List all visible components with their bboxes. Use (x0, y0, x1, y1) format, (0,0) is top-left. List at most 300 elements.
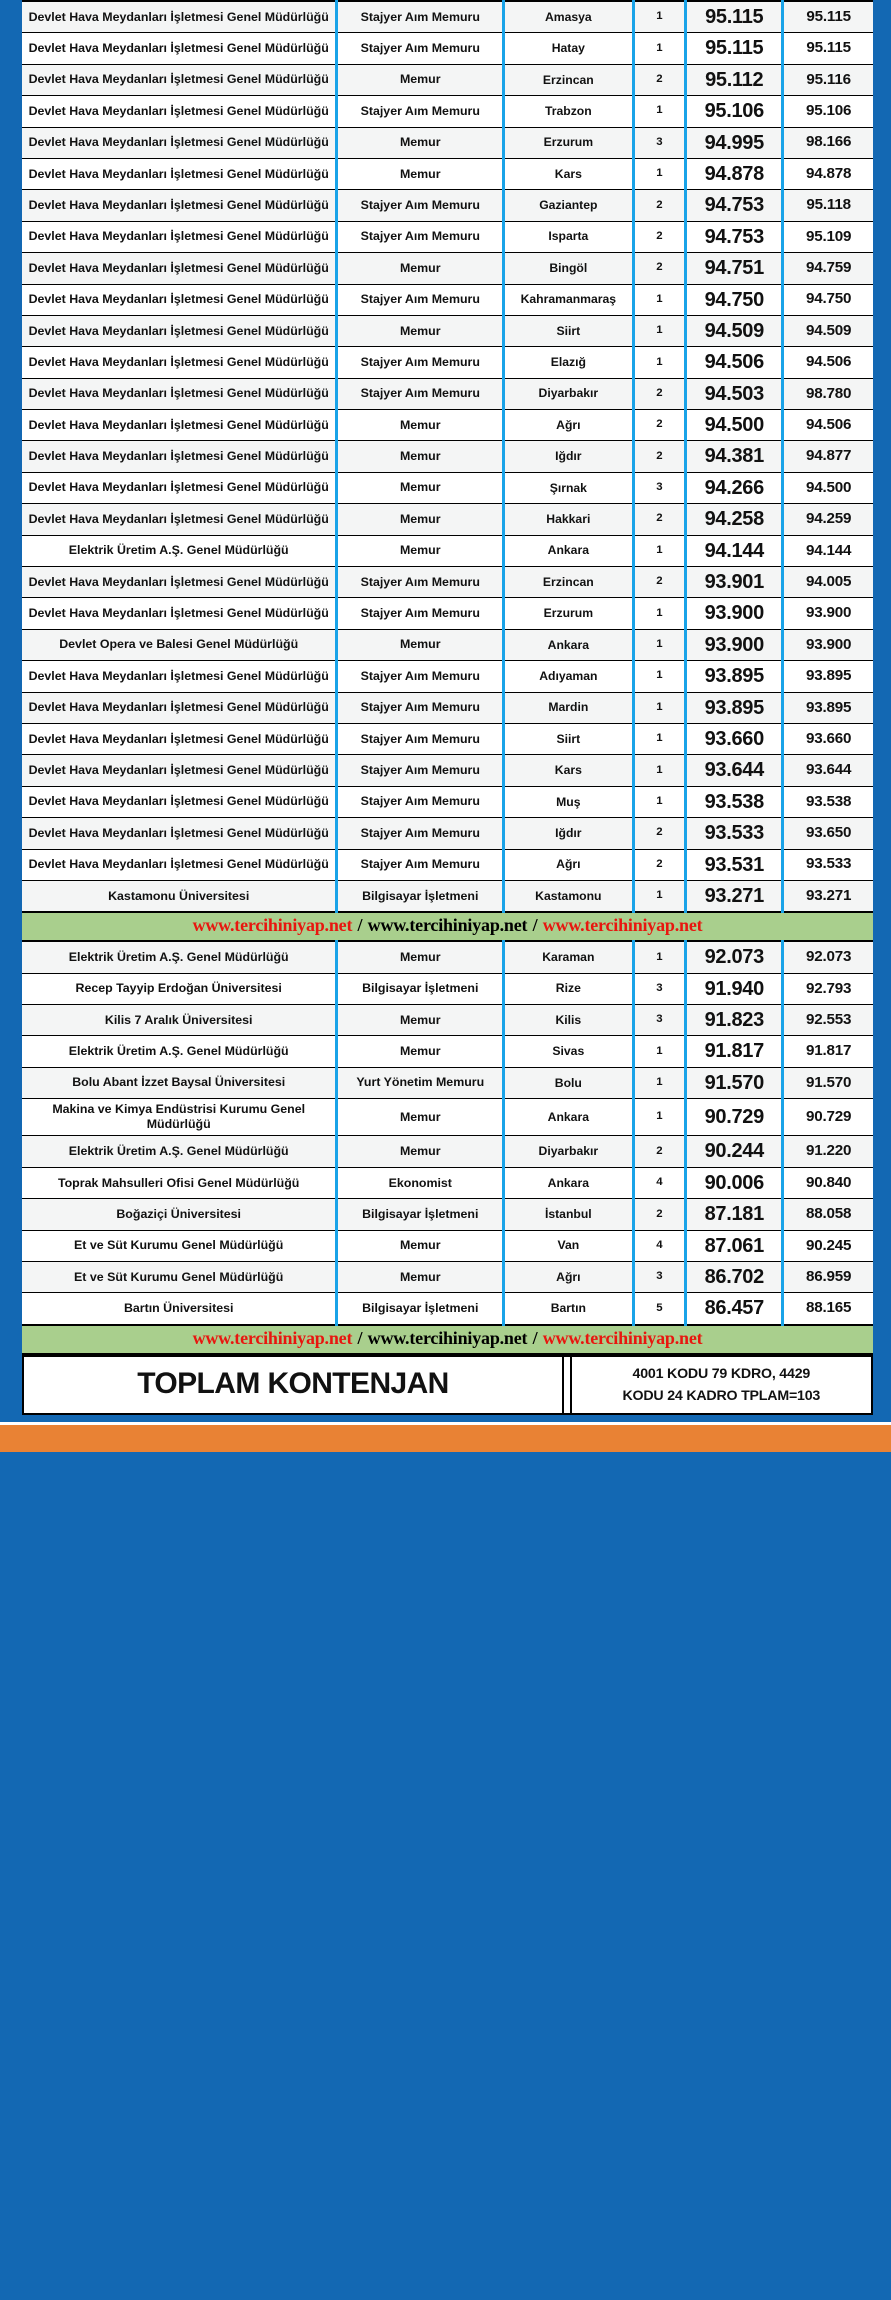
cell-kurum: Devlet Hava Meydanları İşletmesi Genel Müdürlüğü (22, 723, 337, 754)
cell-adet: 1 (633, 1099, 686, 1136)
cell-adet: 3 (633, 472, 686, 503)
cell-taban-puan: 86.457 (686, 1293, 783, 1325)
cell-unvan: Stajyer Aım Memuru (337, 1, 504, 33)
cell-kurum: Devlet Hava Meydanları İşletmesi Genel Müdürlüğü (22, 598, 337, 629)
cell-son-puan: 92.073 (783, 941, 873, 973)
bottom-spacer (22, 1415, 873, 1422)
cell-adet: 1 (633, 315, 686, 346)
table-row (22, 535, 873, 566)
cell-son-puan: 91.817 (783, 1036, 873, 1067)
cell-unvan: Stajyer Aım Memuru (337, 849, 504, 880)
promo-link-2[interactable]: www.tercihiniyap.net (367, 915, 528, 936)
cell-son-puan: 94.506 (783, 347, 873, 378)
cell-taban-puan: 94.509 (686, 315, 783, 346)
table-row (22, 973, 873, 1004)
cell-adet: 2 (633, 504, 686, 535)
cell-adet: 3 (633, 973, 686, 1004)
cell-son-puan: 93.271 (783, 880, 873, 912)
promo-link-2[interactable]: www.tercihiniyap.net (367, 1327, 528, 1348)
cell-son-puan: 95.109 (783, 221, 873, 252)
cell-il: Diyarbakır (504, 1136, 633, 1167)
cell-adet: 1 (633, 284, 686, 315)
cell-taban-puan: 94.503 (686, 378, 783, 409)
cell-unvan: Ekonomist (337, 1167, 504, 1198)
cell-kurum: Devlet Hava Meydanları İşletmesi Genel Müdürlüğü (22, 96, 337, 127)
table-row (22, 221, 873, 252)
cell-unvan: Memur (337, 535, 504, 566)
cell-unvan: Stajyer Aım Memuru (337, 598, 504, 629)
cell-son-puan: 93.895 (783, 661, 873, 692)
cell-taban-puan: 95.112 (686, 64, 783, 95)
table-row (22, 504, 873, 535)
cell-kurum: Toprak Mahsulleri Ofisi Genel Müdürlüğü (22, 1167, 337, 1198)
cell-il: Kahramanmaraş (504, 284, 633, 315)
table-row (22, 567, 873, 598)
cell-il: Adıyaman (504, 661, 633, 692)
cell-son-puan: 98.166 (783, 127, 873, 158)
table-row (22, 661, 873, 692)
table-row (22, 1099, 873, 1136)
cell-taban-puan: 91.570 (686, 1067, 783, 1098)
cell-il: Iğdır (504, 818, 633, 849)
cell-il: Sivas (504, 1036, 633, 1067)
total-label: TOPLAM KONTENJAN (23, 1356, 563, 1414)
cell-taban-puan: 91.940 (686, 973, 783, 1004)
cell-unvan: Memur (337, 1036, 504, 1067)
promo-link-3[interactable]: www.tercihiniyap.net (542, 915, 703, 936)
cell-son-puan: 95.115 (783, 33, 873, 64)
cell-adet: 2 (633, 190, 686, 221)
cell-kurum: Devlet Hava Meydanları İşletmesi Genel Müdürlüğü (22, 441, 337, 472)
cell-taban-puan: 95.106 (686, 96, 783, 127)
cell-il: İstanbul (504, 1199, 633, 1230)
cell-adet: 1 (633, 1067, 686, 1098)
cell-adet: 1 (633, 158, 686, 189)
cell-il: Mardin (504, 692, 633, 723)
cell-kurum: Devlet Hava Meydanları İşletmesi Genel Müdürlüğü (22, 64, 337, 95)
cell-kurum: Devlet Hava Meydanları İşletmesi Genel Müdürlüğü (22, 127, 337, 158)
total-summary-table (22, 1355, 873, 1415)
cell-kurum: Devlet Hava Meydanları İşletmesi Genel Müdürlüğü (22, 378, 337, 409)
cell-taban-puan: 94.753 (686, 221, 783, 252)
cell-son-puan: 95.106 (783, 96, 873, 127)
cell-adet: 5 (633, 1293, 686, 1325)
cell-taban-puan: 94.995 (686, 127, 783, 158)
footer-orange-bar (0, 1422, 891, 1452)
cell-taban-puan: 93.900 (686, 598, 783, 629)
cell-unvan: Stajyer Aım Memuru (337, 190, 504, 221)
cell-adet: 1 (633, 786, 686, 817)
cell-adet: 2 (633, 253, 686, 284)
cell-son-puan: 95.118 (783, 190, 873, 221)
cell-son-puan: 93.895 (783, 692, 873, 723)
cell-son-puan: 90.840 (783, 1167, 873, 1198)
cell-taban-puan: 93.644 (686, 755, 783, 786)
cell-taban-puan: 93.901 (686, 567, 783, 598)
cell-unvan: Stajyer Aım Memuru (337, 661, 504, 692)
table-row (22, 33, 873, 64)
cell-son-puan: 93.644 (783, 755, 873, 786)
promo-link-1[interactable]: www.tercihiniyap.net (192, 1327, 353, 1348)
cell-il: Erzincan (504, 567, 633, 598)
cell-unvan: Stajyer Aım Memuru (337, 284, 504, 315)
promo-banner-row (22, 1325, 873, 1354)
cell-unvan: Stajyer Aım Memuru (337, 818, 504, 849)
promo-link-1[interactable]: www.tercihiniyap.net (192, 915, 353, 936)
table-row (22, 158, 873, 189)
cell-adet: 1 (633, 755, 686, 786)
promo-banner-text[interactable] (22, 1325, 873, 1354)
cell-taban-puan: 86.702 (686, 1262, 783, 1293)
cell-kurum: Devlet Hava Meydanları İşletmesi Genel Müdürlüğü (22, 849, 337, 880)
cell-kurum: Makina ve Kimya Endüstrisi Kurumu Genel Müdürlüğü (22, 1099, 337, 1136)
cell-taban-puan: 93.538 (686, 786, 783, 817)
cell-unvan: Memur (337, 441, 504, 472)
cell-son-puan: 93.900 (783, 598, 873, 629)
cell-adet: 3 (633, 1262, 686, 1293)
table-row (22, 1167, 873, 1198)
table-row (22, 410, 873, 441)
cell-unvan: Memur (337, 1099, 504, 1136)
cell-taban-puan: 93.895 (686, 661, 783, 692)
table-row (22, 127, 873, 158)
cell-kurum: Devlet Hava Meydanları İşletmesi Genel Müdürlüğü (22, 786, 337, 817)
cell-taban-puan: 93.900 (686, 629, 783, 660)
cell-son-puan: 92.553 (783, 1005, 873, 1036)
cell-kurum: Boğaziçi Üniversitesi (22, 1199, 337, 1230)
table-row (22, 755, 873, 786)
table-row (22, 315, 873, 346)
cell-adet: 1 (633, 33, 686, 64)
table-row (22, 64, 873, 95)
cell-il: Ağrı (504, 849, 633, 880)
cell-son-puan: 93.533 (783, 849, 873, 880)
cell-taban-puan: 94.506 (686, 347, 783, 378)
cell-unvan: Bilgisayar İşletmeni (337, 973, 504, 1004)
cell-son-puan: 93.538 (783, 786, 873, 817)
total-divider (563, 1356, 571, 1414)
cell-adet: 2 (633, 1136, 686, 1167)
table-row (22, 1199, 873, 1230)
table-row (22, 849, 873, 880)
total-note-line1: 4001 KODU 79 KDRO, 4429 (632, 1365, 811, 1382)
cell-adet: 1 (633, 1, 686, 33)
cell-kurum: Et ve Süt Kurumu Genel Müdürlüğü (22, 1230, 337, 1261)
cell-il: Isparta (504, 221, 633, 252)
cell-kurum: Devlet Hava Meydanları İşletmesi Genel Müdürlüğü (22, 692, 337, 723)
table-row (22, 1036, 873, 1067)
cell-son-puan: 94.506 (783, 410, 873, 441)
cell-kurum: Devlet Opera ve Balesi Genel Müdürlüğü (22, 629, 337, 660)
cell-kurum: Elektrik Üretim A.Ş. Genel Müdürlüğü (22, 941, 337, 973)
promo-link-3[interactable]: www.tercihiniyap.net (542, 1327, 703, 1348)
cell-adet: 3 (633, 1005, 686, 1036)
cell-kurum: Et ve Süt Kurumu Genel Müdürlüğü (22, 1262, 337, 1293)
table-row (22, 1005, 873, 1036)
table-row (22, 1293, 873, 1325)
cell-il: Gaziantep (504, 190, 633, 221)
cell-kurum: Devlet Hava Meydanları İşletmesi Genel Müdürlüğü (22, 221, 337, 252)
cell-kurum: Devlet Hava Meydanları İşletmesi Genel Müdürlüğü (22, 190, 337, 221)
cell-kurum: Kastamonu Üniversitesi (22, 880, 337, 912)
cell-kurum: Elektrik Üretim A.Ş. Genel Müdürlüğü (22, 1136, 337, 1167)
cell-taban-puan: 94.751 (686, 253, 783, 284)
cell-taban-puan: 92.073 (686, 941, 783, 973)
cell-kurum: Devlet Hava Meydanları İşletmesi Genel Müdürlüğü (22, 567, 337, 598)
cell-taban-puan: 90.729 (686, 1099, 783, 1136)
cell-taban-puan: 87.181 (686, 1199, 783, 1230)
cell-kurum: Devlet Hava Meydanları İşletmesi Genel Müdürlüğü (22, 33, 337, 64)
cell-taban-puan: 94.144 (686, 535, 783, 566)
cell-il: Trabzon (504, 96, 633, 127)
cell-adet: 1 (633, 941, 686, 973)
cell-unvan: Stajyer Aım Memuru (337, 347, 504, 378)
promo-separator: / (528, 915, 542, 936)
cell-taban-puan: 94.381 (686, 441, 783, 472)
cell-taban-puan: 95.115 (686, 1, 783, 33)
cell-unvan: Memur (337, 127, 504, 158)
cell-il: Erzincan (504, 64, 633, 95)
cell-adet: 2 (633, 818, 686, 849)
cell-adet: 1 (633, 96, 686, 127)
cell-adet: 1 (633, 661, 686, 692)
cell-adet: 1 (633, 1036, 686, 1067)
table-row (22, 629, 873, 660)
cell-il: Iğdır (504, 441, 633, 472)
table-row (22, 1262, 873, 1293)
cell-il: Bingöl (504, 253, 633, 284)
cell-unvan: Stajyer Aım Memuru (337, 723, 504, 754)
cell-il: Kars (504, 158, 633, 189)
cell-son-puan: 94.877 (783, 441, 873, 472)
cell-taban-puan: 94.753 (686, 190, 783, 221)
cell-il: Karaman (504, 941, 633, 973)
cell-adet: 2 (633, 64, 686, 95)
cell-adet: 3 (633, 127, 686, 158)
cell-unvan: Memur (337, 504, 504, 535)
cell-il: Diyarbakır (504, 378, 633, 409)
cell-adet: 2 (633, 410, 686, 441)
cell-taban-puan: 94.266 (686, 472, 783, 503)
table-row (22, 1136, 873, 1167)
cell-il: Kilis (504, 1005, 633, 1036)
cell-il: Rize (504, 973, 633, 1004)
cell-taban-puan: 94.258 (686, 504, 783, 535)
cell-il: Ankara (504, 1099, 633, 1136)
cell-il: Siirt (504, 315, 633, 346)
cell-il: Elazığ (504, 347, 633, 378)
cell-unvan: Stajyer Aım Memuru (337, 567, 504, 598)
cell-kurum: Devlet Hava Meydanları İşletmesi Genel Müdürlüğü (22, 253, 337, 284)
cell-taban-puan: 87.061 (686, 1230, 783, 1261)
cell-kurum: Elektrik Üretim A.Ş. Genel Müdürlüğü (22, 1036, 337, 1067)
cell-unvan: Memur (337, 315, 504, 346)
cell-adet: 1 (633, 880, 686, 912)
cell-kurum: Devlet Hava Meydanları İşletmesi Genel Müdürlüğü (22, 504, 337, 535)
cell-adet: 1 (633, 629, 686, 660)
cell-il: Ağrı (504, 1262, 633, 1293)
table-row (22, 1, 873, 33)
cell-unvan: Memur (337, 253, 504, 284)
cell-il: Erzurum (504, 598, 633, 629)
cell-son-puan: 86.959 (783, 1262, 873, 1293)
cell-adet: 4 (633, 1167, 686, 1198)
cell-unvan: Memur (337, 158, 504, 189)
table-row (22, 723, 873, 754)
table-row (22, 1067, 873, 1098)
cell-kurum: Devlet Hava Meydanları İşletmesi Genel Müdürlüğü (22, 661, 337, 692)
cell-taban-puan: 94.500 (686, 410, 783, 441)
cell-unvan: Memur (337, 1230, 504, 1261)
cell-taban-puan: 90.006 (686, 1167, 783, 1198)
cell-unvan: Memur (337, 1005, 504, 1036)
cell-son-puan: 94.005 (783, 567, 873, 598)
cell-son-puan: 93.660 (783, 723, 873, 754)
cell-kurum: Devlet Hava Meydanları İşletmesi Genel Müdürlüğü (22, 1, 337, 33)
cell-kurum: Devlet Hava Meydanları İşletmesi Genel Müdürlüğü (22, 410, 337, 441)
cell-taban-puan: 94.878 (686, 158, 783, 189)
table-row (22, 818, 873, 849)
cell-il: Ankara (504, 535, 633, 566)
cell-unvan: Memur (337, 629, 504, 660)
cell-il: Erzurum (504, 127, 633, 158)
cell-adet: 1 (633, 535, 686, 566)
cell-son-puan: 93.650 (783, 818, 873, 849)
table-row (22, 692, 873, 723)
kadro-table-body (22, 1, 873, 1354)
cell-taban-puan: 93.271 (686, 880, 783, 912)
cell-adet: 2 (633, 441, 686, 472)
cell-son-puan: 94.509 (783, 315, 873, 346)
cell-il: Ankara (504, 1167, 633, 1198)
total-note (571, 1356, 872, 1414)
cell-adet: 2 (633, 567, 686, 598)
cell-adet: 2 (633, 849, 686, 880)
promo-banner-row (22, 912, 873, 941)
cell-unvan: Bilgisayar İşletmeni (337, 1293, 504, 1325)
cell-son-puan: 94.259 (783, 504, 873, 535)
cell-unvan: Memur (337, 472, 504, 503)
table-row (22, 1230, 873, 1261)
cell-son-puan: 95.115 (783, 1, 873, 33)
cell-kurum: Bartın Üniversitesi (22, 1293, 337, 1325)
total-note-line2: KODU 24 KADRO TPLAM=103 (622, 1387, 821, 1404)
cell-taban-puan: 91.817 (686, 1036, 783, 1067)
cell-taban-puan: 93.531 (686, 849, 783, 880)
cell-il: Bartın (504, 1293, 633, 1325)
cell-kurum: Devlet Hava Meydanları İşletmesi Genel Müdürlüğü (22, 472, 337, 503)
cell-unvan: Memur (337, 1262, 504, 1293)
cell-son-puan: 90.245 (783, 1230, 873, 1261)
cell-adet: 1 (633, 598, 686, 629)
cell-unvan: Bilgisayar İşletmeni (337, 880, 504, 912)
cell-adet: 1 (633, 347, 686, 378)
table-row (22, 880, 873, 912)
cell-adet: 2 (633, 378, 686, 409)
cell-son-puan: 94.750 (783, 284, 873, 315)
cell-kurum: Devlet Hava Meydanları İşletmesi Genel Müdürlüğü (22, 347, 337, 378)
cell-unvan: Stajyer Aım Memuru (337, 221, 504, 252)
cell-taban-puan: 93.533 (686, 818, 783, 849)
cell-il: Kars (504, 755, 633, 786)
cell-unvan: Stajyer Aım Memuru (337, 786, 504, 817)
cell-unvan: Memur (337, 410, 504, 441)
cell-adet: 2 (633, 221, 686, 252)
cell-son-puan: 91.570 (783, 1067, 873, 1098)
cell-kurum: Devlet Hava Meydanları İşletmesi Genel Müdürlüğü (22, 158, 337, 189)
cell-il: Şırnak (504, 472, 633, 503)
cell-il: Hakkari (504, 504, 633, 535)
cell-son-puan: 98.780 (783, 378, 873, 409)
cell-son-puan: 93.900 (783, 629, 873, 660)
promo-separator: / (353, 915, 367, 936)
table-row (22, 598, 873, 629)
cell-unvan: Stajyer Aım Memuru (337, 96, 504, 127)
kadro-table (22, 0, 873, 1355)
cell-il: Ankara (504, 629, 633, 660)
cell-il: Amasya (504, 1, 633, 33)
table-row (22, 941, 873, 973)
table-row (22, 472, 873, 503)
cell-son-puan: 90.729 (783, 1099, 873, 1136)
cell-son-puan: 95.116 (783, 64, 873, 95)
table-row (22, 190, 873, 221)
cell-son-puan: 91.220 (783, 1136, 873, 1167)
promo-separator: / (353, 1327, 367, 1348)
cell-il: Ağrı (504, 410, 633, 441)
cell-kurum: Kilis 7 Aralık Üniversitesi (22, 1005, 337, 1036)
table-row (22, 253, 873, 284)
cell-adet: 2 (633, 1199, 686, 1230)
cell-son-puan: 94.759 (783, 253, 873, 284)
cell-unvan: Memur (337, 64, 504, 95)
cell-unvan: Stajyer Aım Memuru (337, 692, 504, 723)
cell-unvan: Memur (337, 1136, 504, 1167)
cell-taban-puan: 90.244 (686, 1136, 783, 1167)
cell-adet: 4 (633, 1230, 686, 1261)
cell-unvan: Stajyer Aım Memuru (337, 33, 504, 64)
table-row (22, 96, 873, 127)
table-row (22, 441, 873, 472)
promo-separator: / (528, 1327, 542, 1348)
cell-unvan: Memur (337, 941, 504, 973)
cell-taban-puan: 93.660 (686, 723, 783, 754)
table-row (22, 284, 873, 315)
cell-kurum: Devlet Hava Meydanları İşletmesi Genel Müdürlüğü (22, 315, 337, 346)
cell-kurum: Recep Tayyip Erdoğan Üniversitesi (22, 973, 337, 1004)
cell-son-puan: 88.058 (783, 1199, 873, 1230)
cell-il: Kastamonu (504, 880, 633, 912)
cell-son-puan: 88.165 (783, 1293, 873, 1325)
cell-son-puan: 94.144 (783, 535, 873, 566)
cell-adet: 1 (633, 723, 686, 754)
total-row (23, 1356, 872, 1414)
cell-taban-puan: 93.895 (686, 692, 783, 723)
table-row (22, 347, 873, 378)
cell-son-puan: 94.500 (783, 472, 873, 503)
cell-kurum: Devlet Hava Meydanları İşletmesi Genel Müdürlüğü (22, 755, 337, 786)
cell-unvan: Bilgisayar İşletmeni (337, 1199, 504, 1230)
cell-kurum: Bolu Abant İzzet Baysal Üniversitesi (22, 1067, 337, 1098)
cell-son-puan: 92.793 (783, 973, 873, 1004)
cell-taban-puan: 94.750 (686, 284, 783, 315)
promo-banner-text[interactable] (22, 912, 873, 941)
cell-il: Hatay (504, 33, 633, 64)
cell-il: Siirt (504, 723, 633, 754)
cell-taban-puan: 95.115 (686, 33, 783, 64)
cell-il: Muş (504, 786, 633, 817)
cell-taban-puan: 91.823 (686, 1005, 783, 1036)
